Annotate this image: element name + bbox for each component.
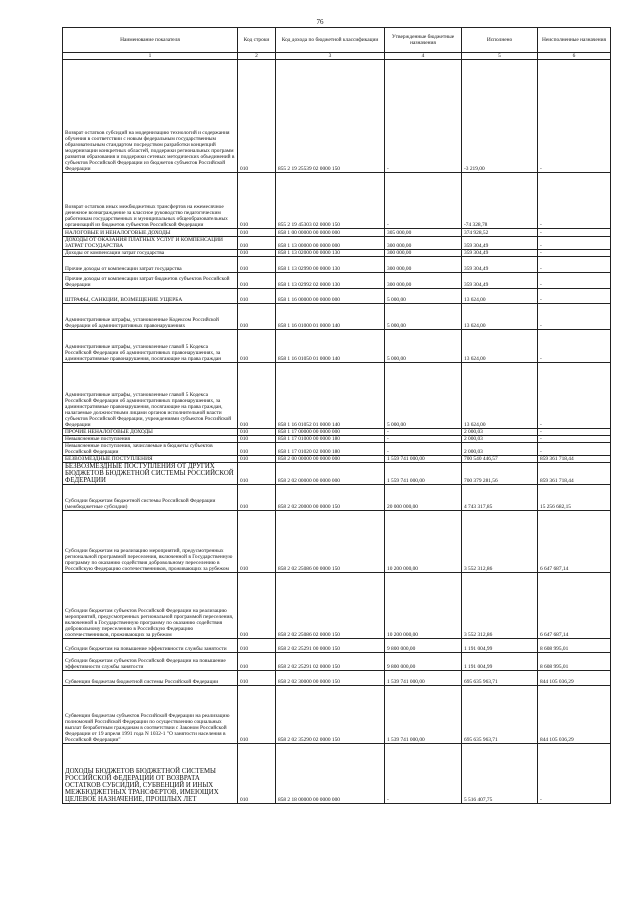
executed-cell: 700 540 446,57 — [462, 456, 538, 463]
table-row — [63, 250, 611, 257]
budget-code-cell: 855 2 19 25539 02 0000 150 — [276, 60, 385, 173]
approved-cell: 1 539 741 000,00 — [385, 686, 462, 744]
executed-cell: 13 624,00 — [462, 330, 538, 363]
header-cell: Неисполненные назначения — [538, 28, 611, 53]
executed-cell: 359 304,49 — [462, 273, 538, 289]
budget-code-cell: 858 2 18 00000 00 0000 000 — [276, 744, 385, 804]
table-row — [63, 744, 611, 804]
table-row — [63, 429, 611, 436]
approved-cell: 300 000,00 — [385, 237, 462, 250]
line-code-cell: 010 — [238, 257, 276, 273]
line-code-cell: 010 — [238, 456, 276, 463]
line-code-cell: 010 — [238, 363, 276, 429]
table-row — [63, 257, 611, 273]
unexecuted-cell: - — [538, 744, 611, 804]
executed-cell: 359 304,49 — [462, 237, 538, 250]
indicator-name-cell: Возврат остатков субсидий на модернизацию технологий и содержания обучения в соответствии с новым федеральным государственным образовательным стандартом посредством разработки концепций модернизации конкретных областей, поддержки региональных программ развития образования и поддержки сетевых методических объединений в субъектов Российской Федерации из бюджетов субъектов Российской Федерации — [63, 60, 238, 173]
approved-cell: - — [385, 60, 462, 173]
executed-cell: 3 552 312,86 — [462, 511, 538, 573]
budget-code-cell: 858 1 13 02000 00 0000 130 — [276, 250, 385, 257]
line-code-cell: 010 — [238, 304, 276, 330]
unexecuted-cell: 6 647 687,14 — [538, 573, 611, 639]
executed-cell: 700 379 281,56 — [462, 463, 538, 485]
approved-cell: 1 559 741 000,00 — [385, 456, 462, 463]
approved-cell: 5 000,00 — [385, 363, 462, 429]
budget-code-cell: 858 1 13 02992 02 0000 130 — [276, 273, 385, 289]
budget-code-cell: 858 2 02 20000 00 0000 150 — [276, 485, 385, 511]
header-cell: Код строки — [238, 28, 276, 53]
table-row — [63, 363, 611, 429]
budget-code-cell: 858 2 02 00000 00 0000 000 — [276, 463, 385, 485]
approved-cell: 300 000,00 — [385, 273, 462, 289]
executed-cell: 13 624,00 — [462, 289, 538, 304]
executed-cell: 374 928,52 — [462, 229, 538, 237]
indicator-name-cell: ПРОЧИЕ НЕНАЛОГОВЫЕ ДОХОДЫ — [63, 429, 238, 436]
line-code-cell: 010 — [238, 250, 276, 257]
column-number: 3 — [276, 53, 385, 60]
approved-cell: 300 000,00 — [385, 257, 462, 273]
indicator-name-cell: Административные штрафы, установленные Кодексом Российской Федерации об административных правонарушениях — [63, 304, 238, 330]
indicator-name-cell: Доходы от компенсации затрат государства — [63, 250, 238, 257]
approved-cell: 1 539 741 000,00 — [385, 671, 462, 686]
header-row — [63, 28, 611, 53]
budget-code-cell: 858 1 13 02990 00 0000 130 — [276, 257, 385, 273]
executed-cell: -3 219,00 — [462, 60, 538, 173]
page-number: 76 — [316, 18, 324, 26]
executed-cell: 695 635 963,71 — [462, 686, 538, 744]
executed-cell: 3 552 312,86 — [462, 573, 538, 639]
indicator-name-cell: Субсидии бюджетам на повышение эффективности службы занятости — [63, 639, 238, 653]
indicator-name-cell: Административные штрафы, установленные главой 5 Кодекса Российской Федерации об административных правонарушениях, за административные правонарушения, посягающие на права граждан — [63, 330, 238, 363]
budget-code-cell: 858 1 17 01000 00 0000 180 — [276, 436, 385, 443]
executed-cell: 2 000,03 — [462, 436, 538, 443]
indicator-name-cell: Субсидии бюджетам субъектов Российской Федерации на реализацию мероприятий, предусмотренных региональной программой переселения, включенной в Государственную программу по оказанию содействия добровольному переселению в Российскую Федерацию соотечественников, проживающих за рубежом — [63, 573, 238, 639]
column-number: 6 — [538, 53, 611, 60]
unexecuted-cell: 844 105 036,29 — [538, 671, 611, 686]
unexecuted-cell: 6 647 687,14 — [538, 511, 611, 573]
unexecuted-cell: 859 361 718,44 — [538, 463, 611, 485]
indicator-name-cell: Прочие доходы от компенсации затрат государства — [63, 257, 238, 273]
unexecuted-cell: 8 608 995,01 — [538, 653, 611, 671]
budget-code-cell: 858 1 17 01020 02 0000 180 — [276, 443, 385, 456]
indicator-name-cell: ШТРАФЫ, САНКЦИИ, ВОЗМЕЩЕНИЕ УЩЕРБА — [63, 289, 238, 304]
table-row — [63, 463, 611, 485]
unexecuted-cell: - — [538, 229, 611, 237]
executed-cell: 2 000,03 — [462, 429, 538, 436]
approved-cell: - — [385, 744, 462, 804]
budget-code-cell: 858 2 02 35290 02 0000 150 — [276, 686, 385, 744]
column-number: 5 — [462, 53, 538, 60]
column-number: 2 — [238, 53, 276, 60]
header-cell: Код дохода по бюджетной классификации — [276, 28, 385, 53]
table-row — [63, 289, 611, 304]
budget-code-cell: 858 2 02 25291 00 0000 150 — [276, 639, 385, 653]
line-code-cell: 010 — [238, 237, 276, 250]
unexecuted-cell: - — [538, 250, 611, 257]
executed-cell: 695 635 963,71 — [462, 671, 538, 686]
unexecuted-cell: - — [538, 257, 611, 273]
executed-cell: -74 328,78 — [462, 173, 538, 229]
table-row — [63, 456, 611, 463]
indicator-name-cell: Субсидии бюджетам субъектов Российской Федерации на повышение эффективности службы занятости — [63, 653, 238, 671]
line-code-cell: 010 — [238, 639, 276, 653]
line-code-cell: 010 — [238, 686, 276, 744]
approved-cell: - — [385, 429, 462, 436]
indicator-name-cell: Невыясненные поступления, зачисляемые в бюджеты субъектов Российской Федерации — [63, 443, 238, 456]
approved-cell: 10 200 000,00 — [385, 511, 462, 573]
unexecuted-cell: - — [538, 237, 611, 250]
table-row — [63, 573, 611, 639]
approved-cell: 10 200 000,00 — [385, 573, 462, 639]
line-code-cell: 010 — [238, 463, 276, 485]
line-code-cell: 010 — [238, 273, 276, 289]
budget-code-cell: 858 1 13 00000 00 0000 000 — [276, 237, 385, 250]
unexecuted-cell: 8 608 995,01 — [538, 639, 611, 653]
approved-cell: 9 800 000,00 — [385, 653, 462, 671]
table-row — [63, 511, 611, 573]
table-row — [63, 273, 611, 289]
table-row — [63, 330, 611, 363]
line-code-cell: 010 — [238, 289, 276, 304]
line-code-cell: 010 — [238, 744, 276, 804]
table-row — [63, 653, 611, 671]
report-table — [62, 27, 611, 804]
budget-code-cell: 858 1 16 01000 01 0000 140 — [276, 304, 385, 330]
unexecuted-cell: - — [538, 429, 611, 436]
executed-cell: 13 624,00 — [462, 304, 538, 330]
line-code-cell: 010 — [238, 429, 276, 436]
budget-code-cell: 858 2 02 30000 00 0000 150 — [276, 671, 385, 686]
table-row — [63, 671, 611, 686]
line-code-cell: 010 — [238, 511, 276, 573]
column-number: 4 — [385, 53, 462, 60]
unexecuted-cell: - — [538, 60, 611, 173]
line-code-cell: 010 — [238, 443, 276, 456]
line-code-cell: 010 — [238, 330, 276, 363]
indicator-name-cell: Субвенции бюджетам бюджетной системы Российской Федерации — [63, 671, 238, 686]
indicator-name-cell: Субсидии бюджетам на реализацию мероприятий, предусмотренных региональной программой переселения, включенной в Государственную программу по оказанию содействия добровольному переселению в Российскую Федерацию соотечественников, проживающих за рубежом — [63, 511, 238, 573]
executed-cell: 1 191 004,99 — [462, 639, 538, 653]
budget-code-cell: 858 1 16 00000 00 0000 000 — [276, 289, 385, 304]
unexecuted-cell: 844 105 036,29 — [538, 686, 611, 744]
table-row — [63, 173, 611, 229]
executed-cell: 359 304,49 — [462, 250, 538, 257]
line-code-cell: 010 — [238, 229, 276, 237]
table-row — [63, 686, 611, 744]
column-number: 1 — [63, 53, 238, 60]
executed-cell: 359 304,49 — [462, 257, 538, 273]
line-code-cell: 010 — [238, 485, 276, 511]
indicator-name-cell: БЕЗВОЗМЕЗДНЫЕ ПОСТУПЛЕНИЯ ОТ ДРУГИХ БЮДЖЕТОВ БЮДЖЕТНОЙ СИСТЕМЫ РОССИЙСКОЙ ФЕДЕРАЦИИ — [63, 463, 238, 485]
indicator-name-cell: Возврат остатков иных межбюджетных трансфертов на ежемесячное денежное вознаграждение за классное руководство педагогическим работникам государственных и муниципальных общеобразовательных организаций из бюджетов субъектов Российской Федерации — [63, 173, 238, 229]
unexecuted-cell: 859 361 718,44 — [538, 456, 611, 463]
indicator-name-cell: Невыясненные поступления — [63, 436, 238, 443]
approved-cell: - — [385, 436, 462, 443]
approved-cell: 5 000,00 — [385, 289, 462, 304]
approved-cell: 305 000,00 — [385, 229, 462, 237]
indicator-name-cell: Прочие доходы от компенсации затрат бюджетов субъектов Российской Федерации — [63, 273, 238, 289]
table-row — [63, 443, 611, 456]
table-row — [63, 304, 611, 330]
line-code-cell: 010 — [238, 173, 276, 229]
executed-cell: 4 743 317,85 — [462, 485, 538, 511]
indicator-name-cell: НАЛОГОВЫЕ И НЕНАЛОГОВЫЕ ДОХОДЫ — [63, 229, 238, 237]
approved-cell: 1 559 741 000,00 — [385, 463, 462, 485]
budget-code-cell: 858 2 00 00000 00 0000 000 — [276, 456, 385, 463]
approved-cell: 5 000,00 — [385, 304, 462, 330]
header-cell: Исполнено — [462, 28, 538, 53]
indicator-name-cell: ДОХОДЫ БЮДЖЕТОВ БЮДЖЕТНОЙ СИСТЕМЫ РОССИЙСКОЙ ФЕДЕРАЦИИ ОТ ВОЗВРАТА ОСТАТКОВ СУБСИДИЙ, СУБВЕНЦИЙ И ИНЫХ МЕЖБЮДЖЕТНЫХ ТРАНСФЕРТОВ, ИМЕЮЩИХ ЦЕЛЕВОЕ НАЗНАЧЕНИЕ, ПРОШЛЫХ ЛЕТ — [63, 744, 238, 804]
executed-cell: 5 516 407,75 — [462, 744, 538, 804]
budget-code-cell: 858 1 16 01050 01 0000 140 — [276, 330, 385, 363]
approved-cell: 9 800 000,00 — [385, 639, 462, 653]
header-cell: Наименование показателя — [63, 28, 238, 53]
table-row — [63, 485, 611, 511]
line-code-cell: 010 — [238, 653, 276, 671]
approved-cell: - — [385, 173, 462, 229]
budget-code-cell: 855 2 19 45303 02 0000 150 — [276, 173, 385, 229]
indicator-name-cell: Субсидии бюджетам бюджетной системы Российской Федерации (межбюджетные субсидии) — [63, 485, 238, 511]
unexecuted-cell: - — [538, 443, 611, 456]
approved-cell: - — [385, 443, 462, 456]
unexecuted-cell: - — [538, 273, 611, 289]
budget-code-cell: 858 1 17 00000 00 0000 000 — [276, 429, 385, 436]
executed-cell: 13 624,00 — [462, 363, 538, 429]
indicator-name-cell: Административные штрафы, установленные главой 5 Кодекса Российской Федерации об административных правонарушениях, за административные правонарушения, посягающие на права граждан, налагаемые должностными лицами органов исполнительной власти субъектов Российской Федерации, учреждениями субъектов Российской Федерации — [63, 363, 238, 429]
approved-cell: 20 000 000,00 — [385, 485, 462, 511]
unexecuted-cell: 15 256 682,15 — [538, 485, 611, 511]
indicator-name-cell: БЕЗВОЗМЕЗДНЫЕ ПОСТУПЛЕНИЯ — [63, 456, 238, 463]
budget-code-cell: 858 2 02 25291 02 0000 150 — [276, 653, 385, 671]
line-code-cell: 010 — [238, 573, 276, 639]
line-code-cell: 010 — [238, 671, 276, 686]
line-code-cell: 010 — [238, 60, 276, 173]
budget-code-cell: 858 1 00 00000 00 0000 000 — [276, 229, 385, 237]
approved-cell: 5 000,00 — [385, 330, 462, 363]
table-row — [63, 229, 611, 237]
table-row — [63, 639, 611, 653]
line-code-cell: 010 — [238, 436, 276, 443]
indicator-name-cell: Субвенции бюджетам субъектов Российской Федерации на реализацию полномочий Российской Федерации по осуществлению социальных выплат безработным гражданам в соответствии с Законом Российской Федерации от 19 апреля 1991 года N 1032-1 "О занятости населения в Российской Федерации" — [63, 686, 238, 744]
unexecuted-cell: - — [538, 330, 611, 363]
budget-code-cell: 858 2 02 25086 00 0000 150 — [276, 511, 385, 573]
column-number-row — [63, 53, 611, 60]
unexecuted-cell: - — [538, 304, 611, 330]
header-cell: Утвержденные бюджетные назначения — [385, 28, 462, 53]
executed-cell: 2 000,03 — [462, 443, 538, 456]
budget-code-cell: 858 1 16 01052 01 0000 140 — [276, 363, 385, 429]
table-row — [63, 436, 611, 443]
unexecuted-cell: - — [538, 289, 611, 304]
budget-code-cell: 858 2 02 25086 02 0000 150 — [276, 573, 385, 639]
unexecuted-cell: - — [538, 173, 611, 229]
table-row — [63, 60, 611, 173]
indicator-name-cell: ДОХОДЫ ОТ ОКАЗАНИЯ ПЛАТНЫХ УСЛУГ И КОМПЕНСАЦИИ ЗАТРАТ ГОСУДАРСТВА — [63, 237, 238, 250]
unexecuted-cell: - — [538, 363, 611, 429]
unexecuted-cell: - — [538, 436, 611, 443]
approved-cell: 300 000,00 — [385, 250, 462, 257]
executed-cell: 1 191 004,99 — [462, 653, 538, 671]
table-row — [63, 237, 611, 250]
